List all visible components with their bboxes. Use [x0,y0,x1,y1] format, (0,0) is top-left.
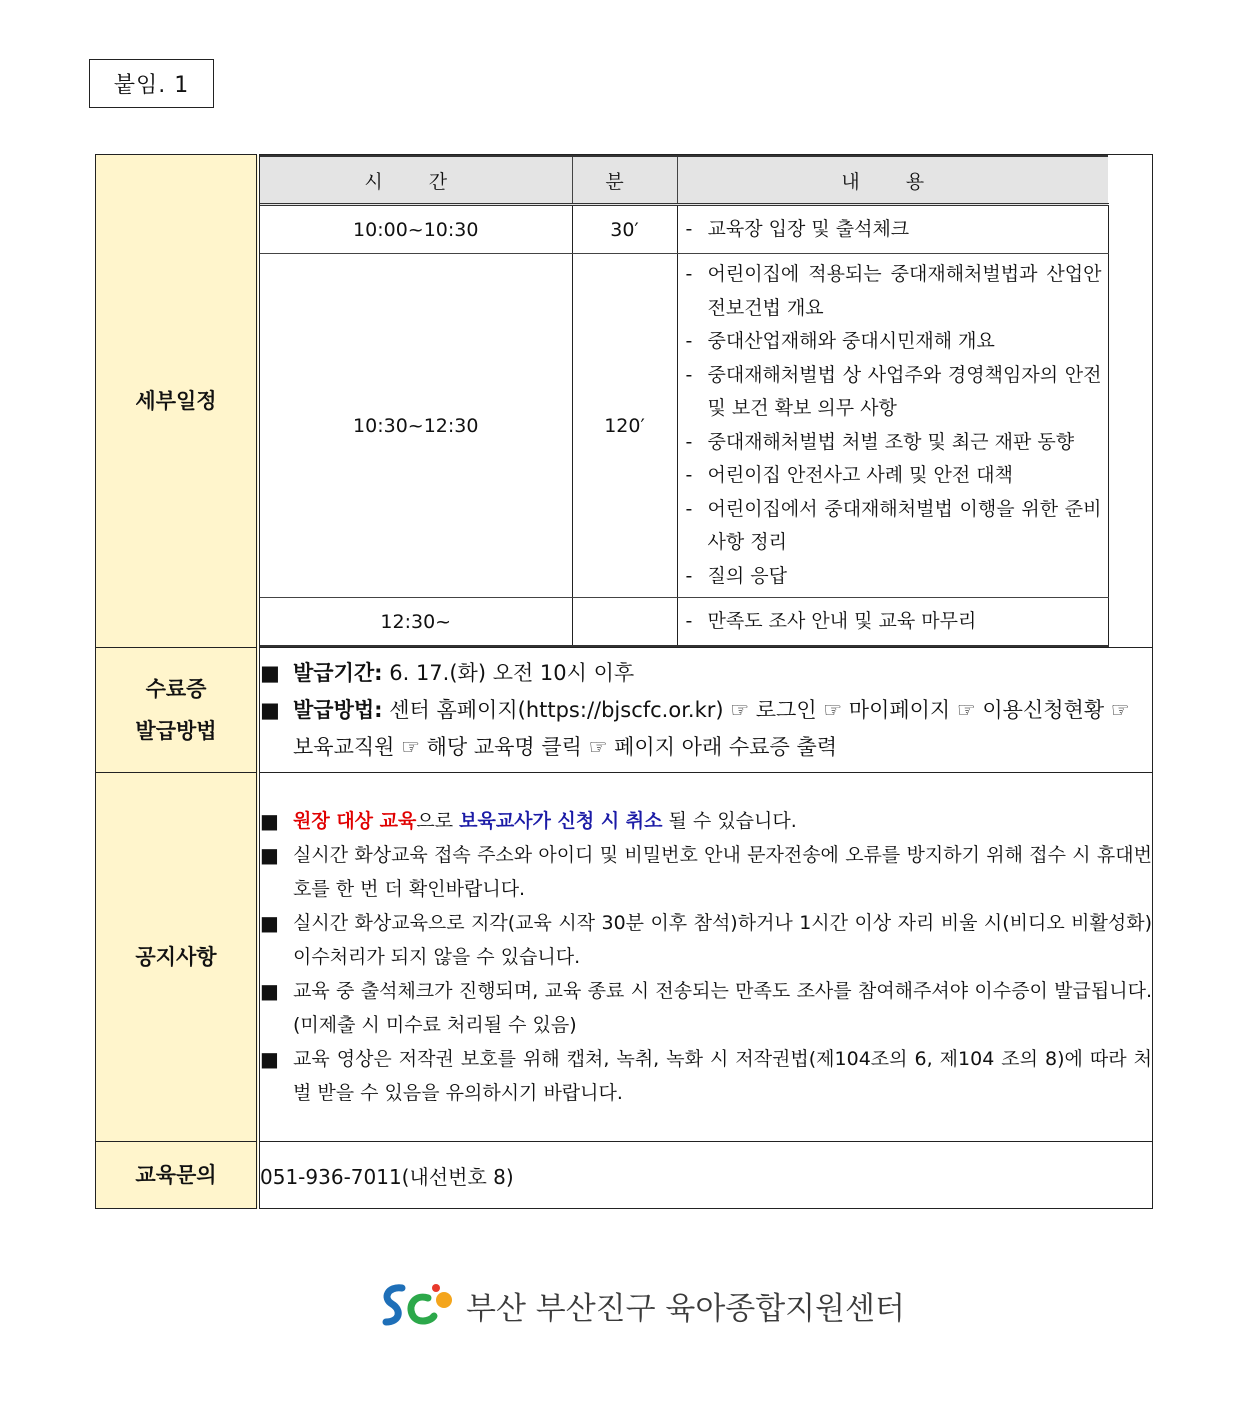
row-time: 10:30~12:30 [260,254,572,598]
bullet-icon: ■ [260,911,279,935]
footer [380,1280,905,1330]
notice-item: ■ 실시간 화상교육으로 지각(교육 시작 30분 이후 참석)하거나 1시간 이상 자리 비울 시(비디오 비활성화) 이수처리가 되지 않을 수 있습니다. [260,906,1152,974]
certificate-label [96,648,259,773]
row-content [677,205,1108,254]
row-content [677,598,1108,647]
notice-red-text: 원장 대상 교육 [293,810,417,832]
bullet-icon: ■ [260,843,279,867]
attachment-label: 붙임. 1 [89,59,214,108]
method-value: 센터 홈페이지(https://bjscfc.or.kr) ☞ 로그인 ☞ 마이페이지 ☞ 이용신청현황 ☞ 보육교직원 ☞ 해당 교육명 클릭 ☞ 페이지 아래 수료증 출력 [293,697,1130,759]
bullet-icon: ■ [260,660,280,685]
certificate-label-line2: 발급방법 [135,719,217,743]
certificate-cell [258,648,1153,773]
row-minutes [572,598,677,647]
certificate-label-line1: 수료증 [145,677,207,701]
row-time: 12:30~ [260,598,572,647]
header-minutes: 분 [572,156,677,205]
schedule-label: 세부일정 [96,155,259,648]
table-row [260,254,1108,598]
list-item: - 교육장 입장 및 출석체크 [685,217,910,240]
table-row [260,205,1108,254]
list-item: - 어린이집에 적용되는 중대재해처벌법과 산업안전보건법 개요 [685,263,1102,319]
row-time: 10:00~10:30 [260,205,572,254]
certificate-period [260,655,1152,692]
contact-value: 051-936-7011(내선번호 8) [258,1142,1153,1209]
row-content [677,254,1108,598]
notice-cell [258,773,1153,1142]
row-minutes: 120′ [572,254,677,598]
notice-item: ■ 실시간 화상교육 접속 주소와 아이디 및 비밀번호 안내 문자전송에 오류를 방지하기 위해 접수 시 휴대번호를 한 번 더 확인바랍니다. [260,838,1152,906]
bullet-icon: ■ [260,979,279,1003]
bullet-icon: ■ [260,697,280,722]
schedule-table [260,155,1109,647]
list-item: - 만족도 조사 안내 및 교육 마무리 [685,609,977,632]
header-content: 내 용 [677,156,1108,205]
notice-item: ■ 교육 영상은 저작권 보호를 위해 캡쳐, 녹취, 녹화 시 저작권법(제104조의 6, 제104 조의 8)에 따라 처벌 받을 수 있음을 유의하시기 바랍니다. [260,1042,1152,1110]
period-value: 6. 17.(화) 오전 10시 이후 [389,660,635,685]
certificate-method [260,692,1152,766]
list-item: - 어린이집에서 중대재해처벌법 이행을 위한 준비사항 정리 [685,497,1102,553]
notice-blue-text: 보육교사가 신청 시 취소 [459,810,663,832]
list-item: - 질의 응답 [685,564,787,587]
row-minutes: 30′ [572,205,677,254]
center-logo-icon [380,1280,458,1330]
header-time: 시 간 [260,156,572,205]
list-item: - 중대재해처벌법 처벌 조항 및 최근 재판 동향 [685,430,1075,453]
bullet-icon: ■ [260,1047,279,1071]
notice-item: ■ 원장 대상 교육으로 보육교사가 신청 시 취소 될 수 있습니다. [260,804,1152,838]
method-label: 발급방법: [293,697,383,722]
table-row [260,598,1108,647]
list-item: - 중대산업재해와 중대시민재해 개요 [685,330,995,352]
schedule-cell [258,155,1153,648]
info-table [95,154,1153,1209]
list-item: - 중대재해처벌법 상 사업주와 경영책임자의 안전 및 보건 확보 의무 사항 [685,363,1102,419]
center-name: 부산 부산진구 육아종합지원센터 [466,1290,905,1327]
period-label: 발급기간: [293,660,383,685]
notice-label: 공지사항 [96,773,259,1142]
list-item: - 어린이집 안전사고 사례 및 안전 대책 [685,464,1014,486]
contact-label: 교육문의 [96,1142,259,1209]
notice-item: ■ 교육 중 출석체크가 진행되며, 교육 종료 시 전송되는 만족도 조사를 참여해주셔야 이수증이 발급됩니다. (미제출 시 미수료 처리될 수 있음) [260,974,1152,1042]
bullet-icon: ■ [260,809,279,833]
